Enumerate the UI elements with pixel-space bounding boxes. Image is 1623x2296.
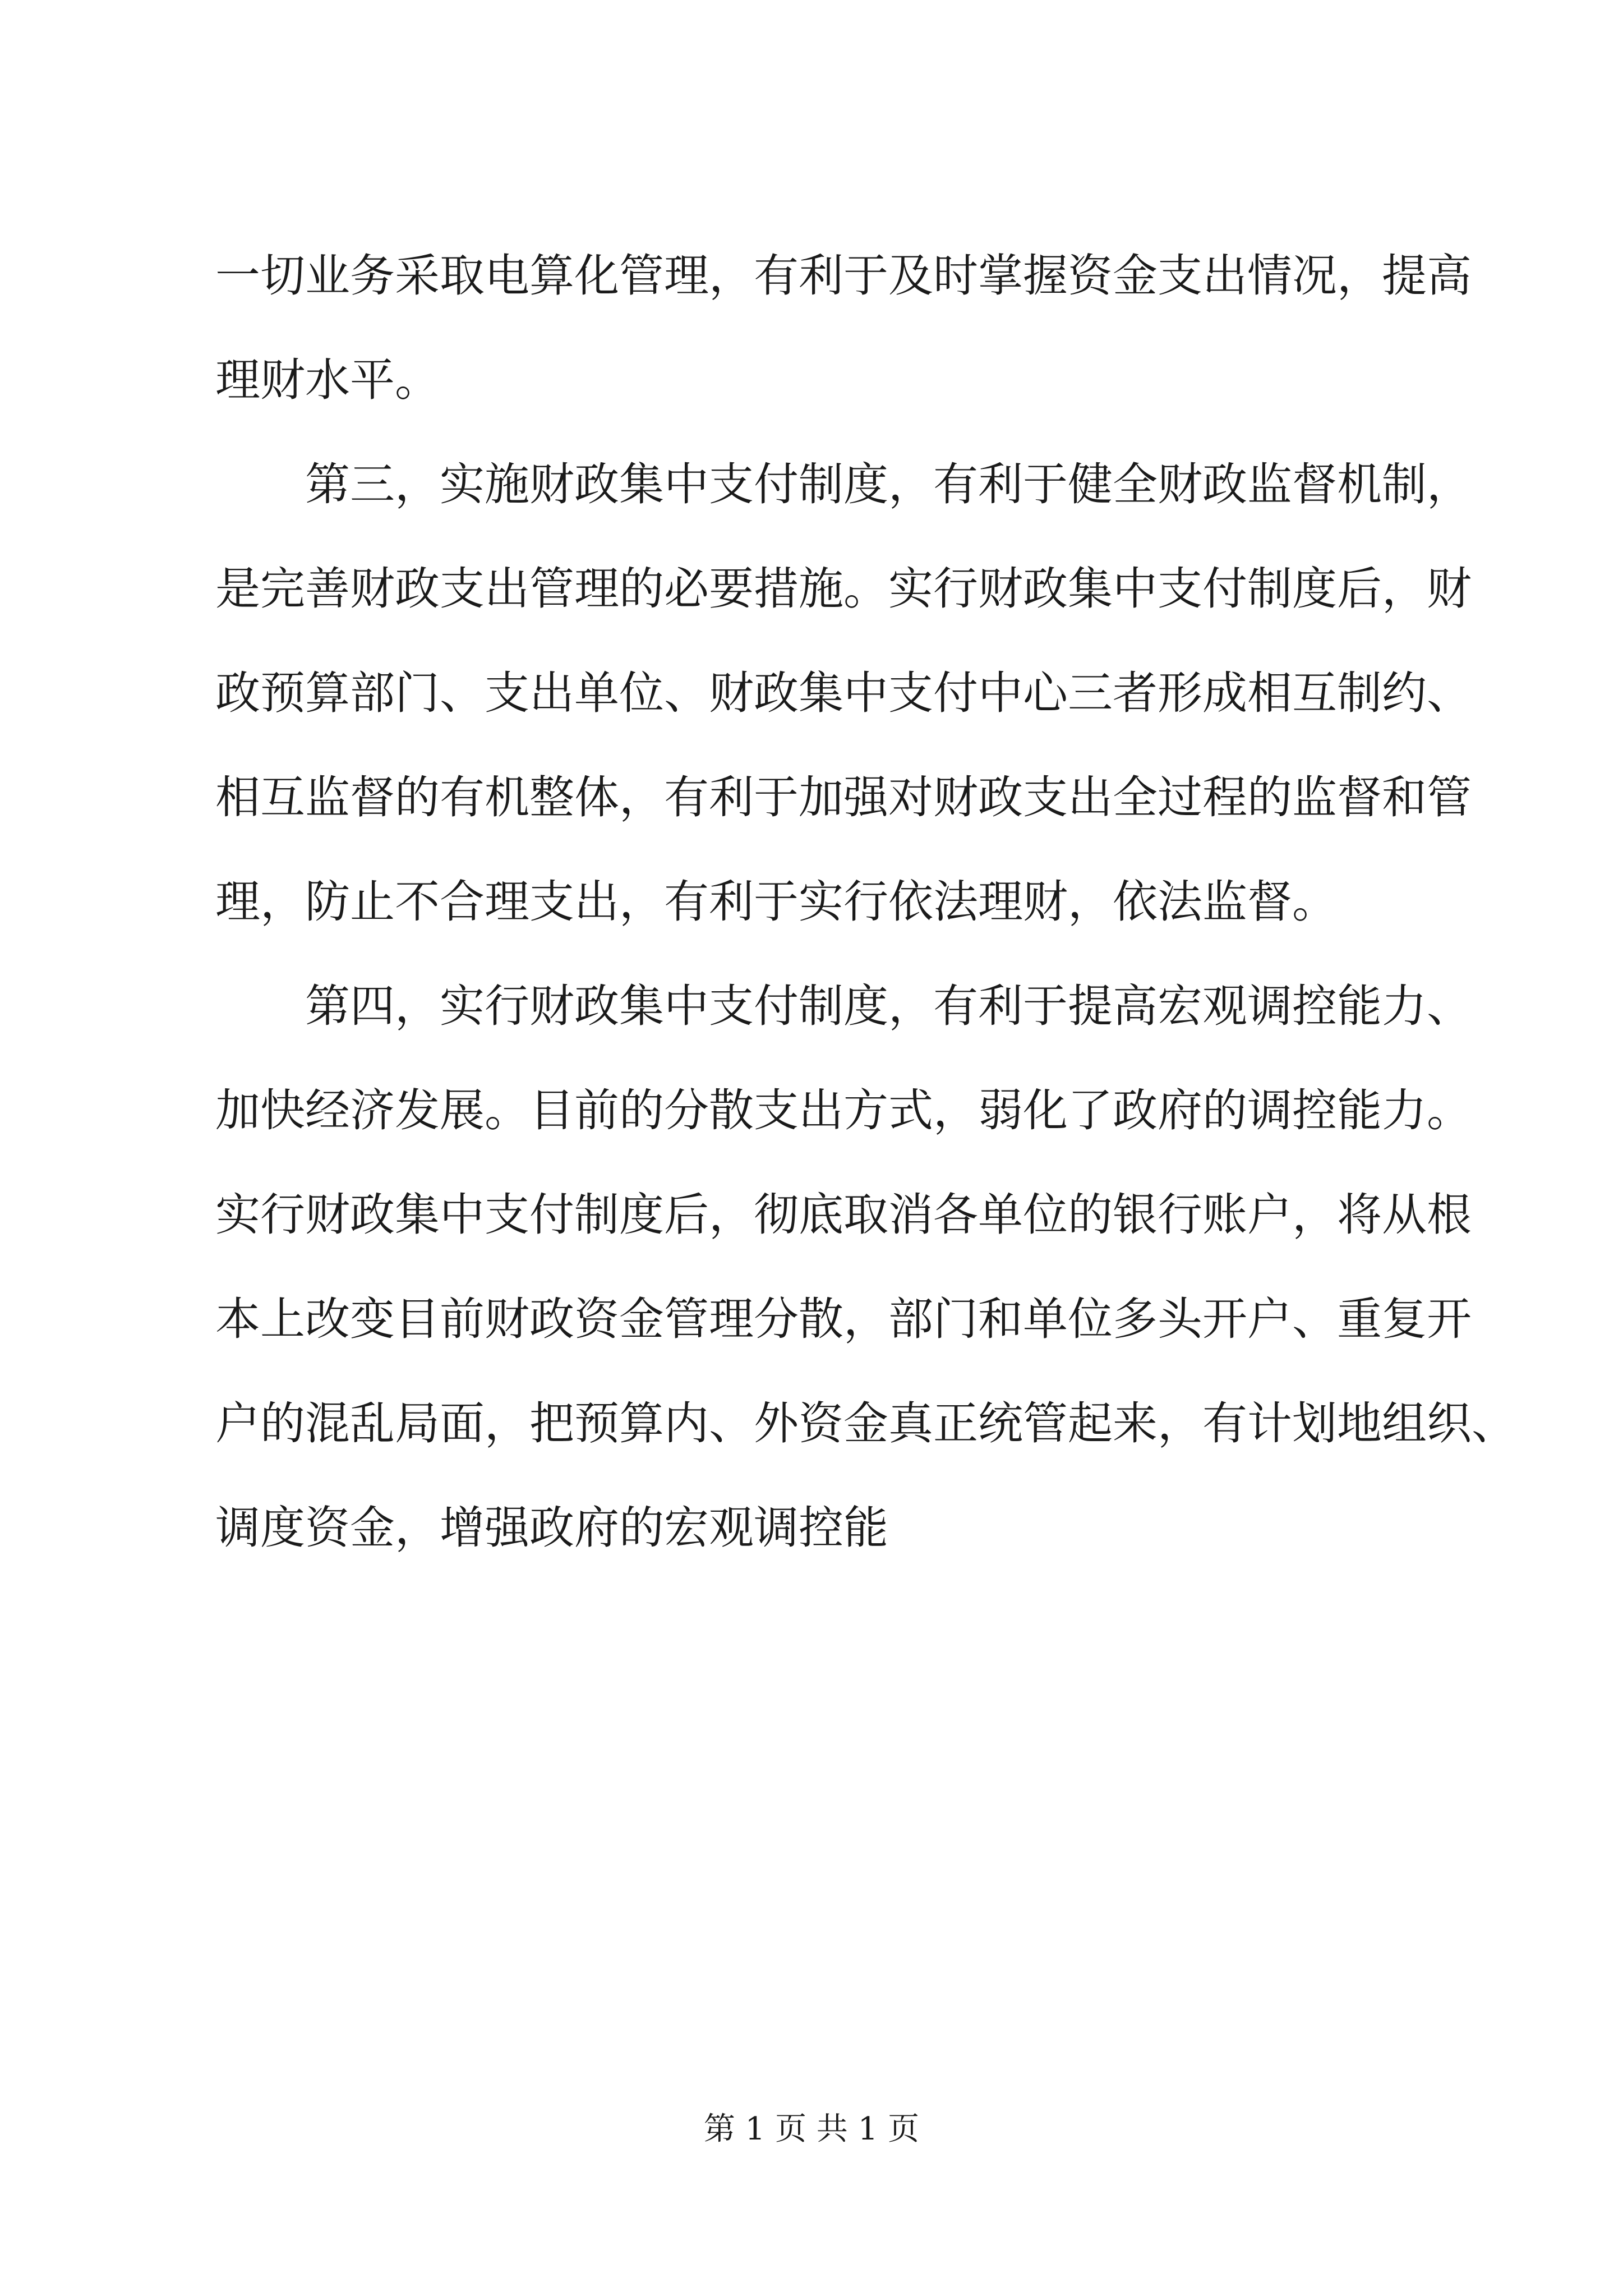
paragraph-line: 实行财政集中支付制度后，彻底取消各单位的银行账户，将从根 (215, 1189, 1472, 1241)
paragraph-line: 第三，实施财政集中支付制度，有利于健全财政监督机制， (305, 458, 1472, 510)
paragraph-3 (215, 980, 1516, 1554)
document-body (215, 250, 1516, 1610)
paragraph-line: 户的混乱局面，把预算内、外资金真正统管起来，有计划地组织、 (215, 1397, 1516, 1450)
paragraph-line: 是完善财政支出管理的必要措施。实行财政集中支付制度后，财 (215, 563, 1472, 615)
paragraph-1 (215, 250, 1472, 406)
paragraph-line: 相互监督的有机整体，有利于加强对财政支出全过程的监督和管 (215, 771, 1472, 823)
paragraph-line: 一切业务采取电算化管理，有利于及时掌握资金支出情况，提高 (215, 250, 1472, 302)
page-number-label: 第 1 页 共 1 页 (703, 2111, 920, 2147)
paragraph-line: 理，防止不合理支出，有利于实行依法理财，依法监督。 (215, 876, 1337, 928)
paragraph-line: 调度资金，增强政府的宏观调控能 (215, 1502, 888, 1554)
paragraph-2 (215, 458, 1472, 928)
paragraph-line: 理财水平。 (215, 354, 440, 406)
paragraph-line: 政预算部门、支出单位、财政集中支付中心三者形成相互制约、 (215, 667, 1472, 719)
page-footer (0, 2111, 1623, 2147)
paragraph-line: 本上改变目前财政资金管理分散，部门和单位多头开户、重复开 (215, 1293, 1472, 1345)
paragraph-line: 第四，实行财政集中支付制度，有利于提高宏观调控能力、 (305, 980, 1472, 1032)
paragraph-line: 加快经济发展。目前的分散支出方式，弱化了政府的调控能力。 (215, 1084, 1472, 1137)
